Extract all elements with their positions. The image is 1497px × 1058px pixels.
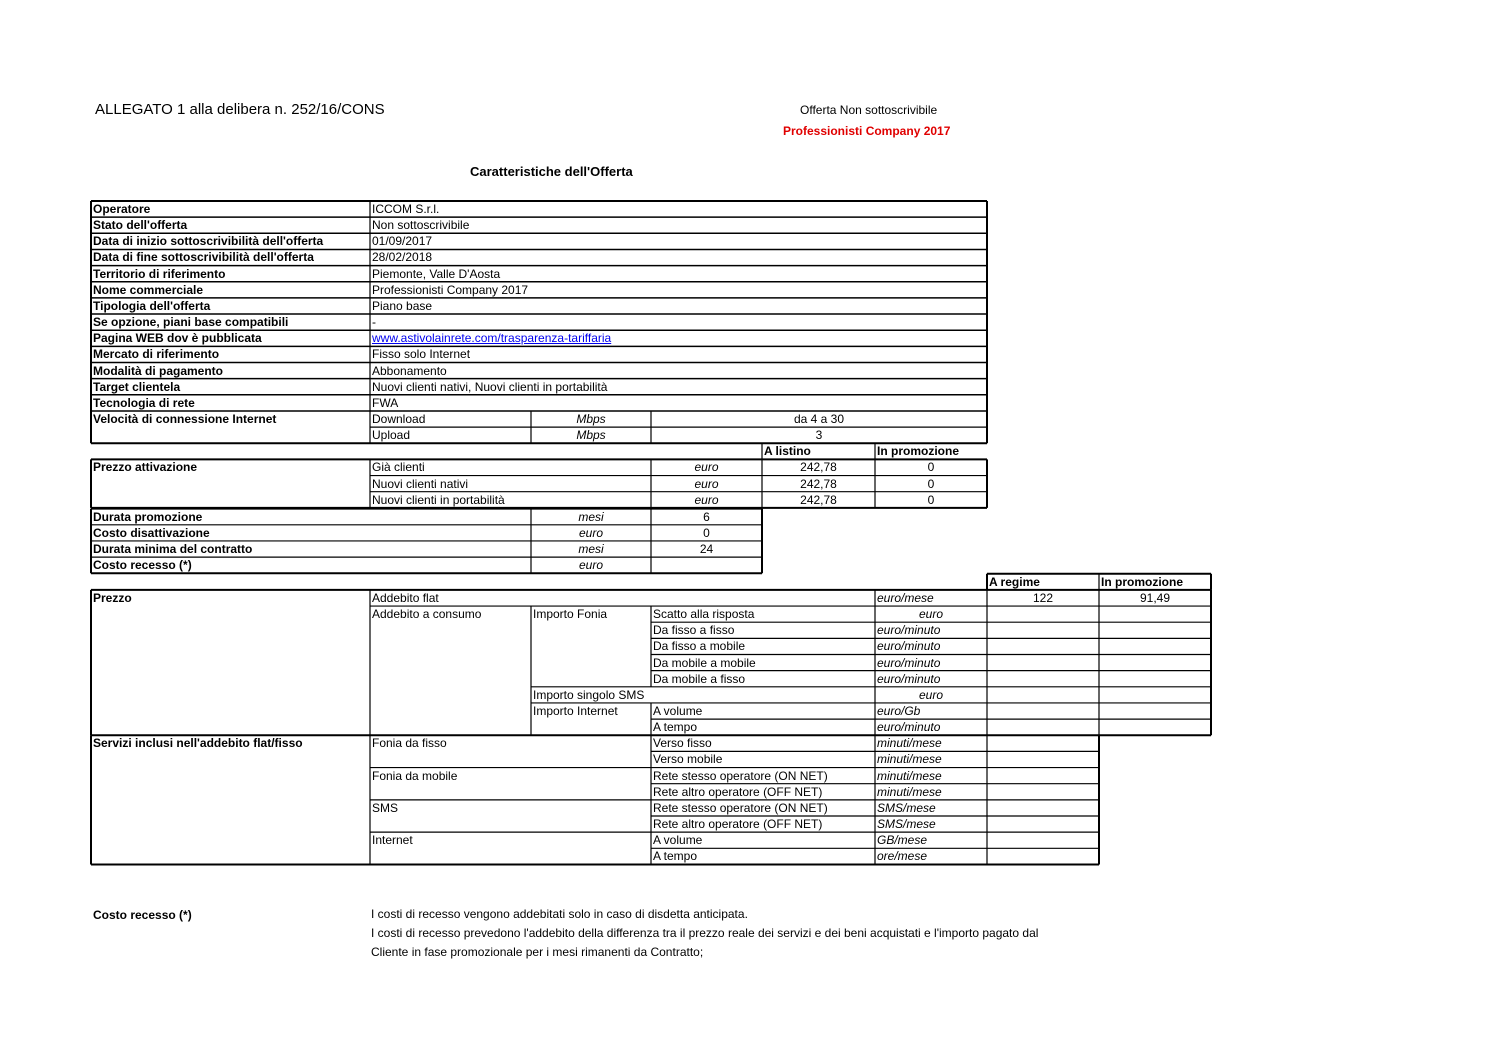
service-group: Fonia da fisso [372, 736, 447, 751]
info-label: Pagina WEB dov è pubblicata [93, 331, 262, 346]
col-header-regime: A regime [989, 574, 1040, 589]
service-unit: ore/mese [877, 849, 928, 864]
fonia-label: Importo Fonia [533, 607, 608, 622]
price-unit: euro/minuto [877, 671, 941, 686]
service-item: Rete altro operatore (OFF NET) [653, 784, 823, 799]
info-label: Se opzione, piani base compatibili [93, 315, 289, 330]
info-value: ICCOM S.r.l. [372, 202, 440, 216]
price-item: Da fisso a mobile [653, 639, 746, 654]
activation-unit: euro [694, 492, 719, 507]
info-label: Stato dell'offerta [93, 218, 188, 233]
duration-value: 0 [703, 525, 710, 540]
info-label: Data di inizio sottoscrivibilità dell'offerta [93, 234, 324, 249]
activation-name: Già clienti [372, 460, 425, 475]
flat-promo-price: 91,49 [1139, 590, 1171, 605]
duration-unit: euro [578, 525, 604, 540]
service-unit: GB/mese [877, 833, 928, 848]
duration-unit: mesi [578, 509, 604, 524]
activation-name: Nuovi clienti nativi [372, 476, 469, 491]
speed-unit: Mbps [576, 411, 606, 426]
info-label: Territorio di riferimento [93, 266, 226, 281]
info-label: Operatore [93, 202, 151, 216]
service-group: SMS [372, 800, 399, 815]
duration-value: 24 [699, 541, 714, 556]
price-unit: euro/mese [877, 590, 934, 605]
activation-name: Nuovi clienti in portabilità [372, 492, 505, 507]
col-header-list: A listino [764, 444, 811, 459]
note-line: I costi di recesso vengono addebitati solo in caso di disdetta anticipata. [371, 907, 748, 921]
info-value: 28/02/2018 [372, 250, 433, 265]
speed-value: da 4 a 30 [793, 411, 845, 426]
activation-promo-price: 0 [927, 492, 935, 507]
sms-price-label: Importo singolo SMS [533, 687, 645, 702]
speed-unit: Mbps [576, 428, 606, 443]
price-item: Da mobile a fisso [653, 671, 746, 686]
activation-label: Prezzo attivazione [93, 460, 198, 475]
price-item: A volume [653, 703, 703, 718]
speed-name: Download [372, 411, 426, 426]
activation-list-price: 242,78 [800, 492, 837, 507]
internet-price-label: Importo Internet [533, 703, 618, 718]
info-value: - [372, 315, 376, 330]
activation-promo-price: 0 [927, 460, 935, 475]
note-line: Cliente in fase promozionale per i mesi rimanenti da Contratto; [371, 945, 704, 959]
duration-label: Durata promozione [93, 509, 203, 524]
info-value: Piemonte, Valle D'Aosta [372, 266, 501, 281]
service-item: A volume [653, 833, 703, 848]
flat-label: Addebito flat [372, 590, 439, 605]
note-line: I costi di recesso prevedono l'addebito della differenza tra il prezzo reale dei servizi e dei beni acquistati e l'importo pagato dal [371, 926, 1039, 940]
service-group: Internet [372, 833, 413, 848]
price-item: A tempo [653, 720, 698, 735]
activation-unit: euro [694, 460, 719, 475]
price-item: Da fisso a fisso [653, 623, 735, 638]
duration-unit: mesi [578, 541, 604, 556]
service-unit: minuti/mese [877, 736, 942, 751]
col-header-promo: In promozione [1101, 574, 1183, 589]
info-value: Piano base [372, 298, 433, 313]
price-unit: euro/minuto [877, 655, 941, 670]
duration-label: Durata minima del contratto [93, 541, 253, 556]
speed-label: Velocità di connessione Internet [93, 411, 277, 426]
service-unit: SMS/mese [877, 800, 936, 815]
notes-label: Costo recesso (*) [93, 908, 192, 922]
info-value: FWA [372, 395, 399, 410]
price-label: Prezzo [93, 590, 132, 605]
service-unit: minuti/mese [877, 752, 942, 767]
info-value: Professionisti Company 2017 [372, 282, 529, 297]
flat-regime-price: 122 [1032, 590, 1054, 605]
service-item: Rete stesso operatore (ON NET) [653, 800, 828, 815]
info-value: Fisso solo Internet [372, 347, 471, 362]
service-item: Verso fisso [653, 736, 712, 751]
section-title: Caratteristiche dell'Offerta [470, 164, 633, 179]
duration-value: 6 [703, 509, 710, 524]
services-label: Servizi inclusi nell'addebito flat/fisso [93, 736, 303, 751]
offer-status: Offerta Non sottoscrivibile [800, 103, 938, 117]
consumo-label: Addebito a consumo [372, 607, 482, 622]
info-label: Modalità di pagamento [93, 363, 224, 378]
duration-label: Costo disattivazione [93, 525, 210, 540]
info-value: Non sottoscrivibile [372, 218, 470, 233]
price-item: Scatto alla risposta [653, 607, 755, 622]
price-unit: euro/Gb [877, 703, 921, 718]
price-unit: euro/minuto [877, 639, 941, 654]
speed-name: Upload [372, 428, 411, 443]
info-label: Mercato di riferimento [93, 347, 220, 362]
service-group: Fonia da mobile [372, 768, 458, 783]
info-value: Nuovi clienti nativi, Nuovi clienti in portabilità [372, 379, 608, 394]
speed-value: 3 [815, 428, 823, 443]
service-item: A tempo [653, 849, 698, 864]
service-unit: SMS/mese [877, 817, 936, 831]
price-item: Da mobile a mobile [653, 655, 756, 670]
activation-list-price: 242,78 [800, 476, 837, 491]
duration-label: Costo recesso (*) [93, 558, 192, 573]
info-value: 01/09/2017 [372, 234, 433, 249]
service-item: Rete stesso operatore (ON NET) [653, 768, 828, 783]
offer-name: Professionisti Company 2017 [783, 124, 951, 138]
service-item: Rete altro operatore (OFF NET) [653, 817, 823, 831]
info-label: Target clientela [93, 379, 181, 394]
activation-unit: euro [694, 476, 719, 491]
price-unit: euro/minuto [877, 720, 941, 735]
web-page-link[interactable]: www.astivolainrete.com/trasparenza-tariffaria [372, 331, 612, 346]
info-value[interactable] [372, 331, 611, 345]
info-label: Nome commerciale [93, 282, 204, 297]
service-unit: minuti/mese [877, 784, 942, 799]
info-label: Data di fine sottoscrivibilità dell'offerta [93, 250, 314, 265]
info-value: Abbonamento [372, 363, 447, 378]
activation-promo-price: 0 [927, 476, 935, 491]
document-title: ALLEGATO 1 alla delibera n. 252/16/CONS [95, 101, 385, 118]
duration-unit: euro [578, 558, 604, 573]
service-item: Verso mobile [653, 752, 723, 767]
activation-list-price: 242,78 [800, 460, 837, 475]
info-label: Tecnologia di rete [93, 395, 195, 410]
service-unit: minuti/mese [877, 768, 942, 783]
col-header-promo: In promozione [877, 444, 959, 459]
info-label: Tipologia dell'offerta [93, 298, 211, 313]
price-unit: euro/minuto [877, 623, 941, 638]
price-unit: euro [918, 607, 944, 622]
price-unit: euro [918, 687, 944, 702]
